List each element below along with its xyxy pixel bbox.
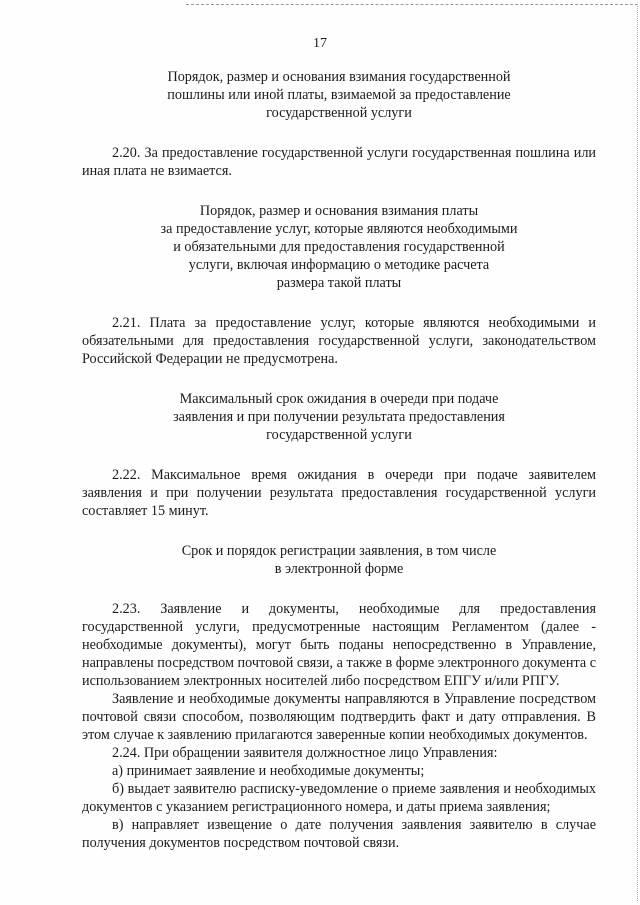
paragraph-2-22: 2.22. Максимальное время ожидания в очереди при подаче заявителем заявления и при получении результата предоставления государственной услуги составляет 15 минут.	[82, 467, 596, 519]
page-number: 17	[313, 36, 327, 51]
list-item-a: а) принимает заявление и необходимые документы;	[112, 763, 425, 779]
paragraph-postal-submission: Заявление и необходимые документы направляются в Управление посредством почтовой связи способом, позволяющим подтвердить факт и дату отправления. В этом случае к заявлению прилагаются заверенные копии необходимых документов.	[82, 691, 596, 743]
section-heading-service-fee	[82, 202, 596, 292]
section-heading-fee	[82, 68, 596, 122]
heading-line: Порядок, размер и основания взимания государственной	[167, 69, 511, 85]
list-item-c: в) направляет извещение о дате получения заявления заявителю в случае получения документов посредством почтовой связи.	[82, 817, 596, 851]
heading-line: Максимальный срок ожидания в очереди при подаче	[179, 391, 499, 407]
paragraph-2-21: 2.21. Плата за предоставление услуг, которые являются необходимыми и обязательными для предоставления государственной услуги, законодательством Российской Федерации не предусмотрена.	[82, 315, 596, 367]
paragraph-2-24: 2.24. При обращении заявителя должностное лицо Управления:	[112, 745, 498, 761]
heading-line: в электронной форме	[274, 561, 404, 577]
document-body	[82, 68, 596, 852]
scan-edge-top	[186, 4, 638, 5]
heading-line: и обязательными для предоставления государственной	[173, 239, 505, 255]
section-heading-queue-time	[82, 390, 596, 444]
heading-line: размера такой платы	[276, 275, 402, 291]
heading-line: государственной услуги	[266, 427, 412, 443]
heading-line: пошлины или иной платы, взимаемой за предоставление	[167, 87, 511, 103]
list-item-b: б) выдает заявителю расписку-уведомление о приеме заявления и необходимых документов с указанием регистрационного номера, и даты приема заявления;	[82, 781, 596, 815]
heading-line: Срок и порядок регистрации заявления, в том числе	[181, 543, 497, 559]
scan-edge-right	[637, 4, 638, 901]
heading-line: услуги, включая информацию о методике расчета	[188, 257, 490, 273]
paragraph-2-20: 2.20. За предоставление государственной услуги государственная пошлина или иная плата не взимается.	[82, 145, 596, 179]
heading-line: за предоставление услуг, которые являются необходимыми	[160, 221, 518, 237]
heading-line: государственной услуги	[266, 105, 412, 121]
paragraph-2-23: 2.23. Заявление и документы, необходимые для предоставления государственной услуги, предусмотренные настоящим Регламентом (далее - необходимые документы), могут быть поданы непосредственно в Управление, направлены посредством почтовой связи, а также в форме электронного документа с использованием электронных носителей либо посредством ЕПГУ и/или РПГУ.	[82, 601, 596, 689]
heading-line: заявления и при получении результата предоставления	[173, 409, 505, 425]
section-heading-registration	[82, 542, 596, 578]
heading-line: Порядок, размер и основания взимания платы	[199, 203, 479, 219]
